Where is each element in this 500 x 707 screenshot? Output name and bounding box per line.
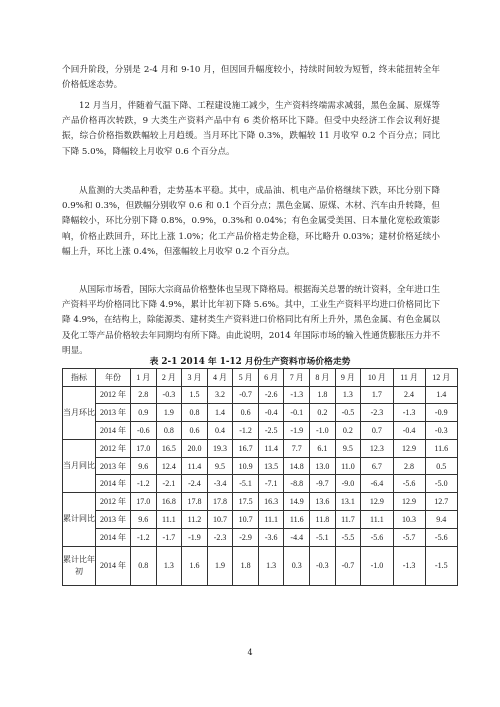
- header-cell: 年份: [96, 369, 131, 387]
- year-cell: 2014 年: [96, 528, 131, 546]
- value-cell: 10.7: [207, 511, 233, 529]
- value-cell: 1.3: [335, 386, 361, 404]
- header-cell: 12 月: [425, 369, 458, 387]
- value-cell: 0.8: [131, 546, 157, 585]
- value-cell: -2.6: [258, 386, 284, 404]
- indicator-label-cell: 当月同比: [63, 439, 96, 492]
- header-cell: 2 月: [156, 369, 182, 387]
- year-cell: 2013 年: [96, 404, 131, 422]
- value-cell: 16.3: [258, 493, 284, 511]
- value-cell: 20.0: [182, 439, 208, 457]
- header-cell: 7 月: [284, 369, 310, 387]
- value-cell: 13.5: [258, 457, 284, 475]
- value-cell: 3.2: [207, 386, 233, 404]
- value-cell: 11.8: [310, 511, 336, 529]
- value-cell: -0.7: [233, 386, 259, 404]
- value-cell: 11.1: [361, 511, 393, 529]
- value-cell: -1.2: [131, 475, 157, 493]
- value-cell: 11.6: [425, 439, 458, 457]
- value-cell: 0.3: [284, 546, 310, 585]
- header-cell: 1 月: [131, 369, 157, 387]
- value-cell: 0.9: [131, 404, 157, 422]
- value-cell: 0.6: [233, 404, 259, 422]
- value-cell: -9.0: [335, 475, 361, 493]
- value-cell: -0.6: [131, 422, 157, 440]
- year-cell: 2012 年: [96, 386, 131, 404]
- value-cell: -2.9: [233, 528, 259, 546]
- value-cell: -5.6: [393, 475, 425, 493]
- value-cell: -5.6: [425, 528, 458, 546]
- year-cell: 2013 年: [96, 511, 131, 529]
- value-cell: -0.3: [310, 546, 336, 585]
- header-cell: 指标: [63, 369, 96, 387]
- value-cell: -2.5: [258, 422, 284, 440]
- value-cell: 11.1: [156, 511, 182, 529]
- table-body: [63, 386, 458, 585]
- year-cell: 2012 年: [96, 439, 131, 457]
- value-cell: -0.1: [284, 404, 310, 422]
- value-cell: 0.4: [207, 422, 233, 440]
- value-cell: 11.2: [182, 511, 208, 529]
- value-cell: 12.7: [425, 493, 458, 511]
- value-cell: -9.7: [310, 475, 336, 493]
- price-trend-table: [62, 368, 458, 586]
- table-row: [63, 386, 458, 404]
- value-cell: -0.3: [156, 386, 182, 404]
- paragraph-december: 12 月当月，伴随着气温下降、工程建设施工减少，生产资料终端需求减弱，黑色金属、原煤等产品价格再次转跌，9 大类生产资料产品中有 6 类价格环比下降。但受中央经济工作会议利好提振，综合价格指数跌幅较上月趋缓。当月环比下降 0.3%，跌幅较 11 月收窄 0.2 个百分点；同比下降 5.0%，降幅较上月收窄 0.6 个百分点。: [62, 101, 440, 157]
- table-row: [63, 404, 458, 422]
- value-cell: 17.5: [233, 493, 259, 511]
- table-row: [63, 511, 458, 529]
- value-cell: 11.0: [335, 457, 361, 475]
- table-row: [63, 439, 458, 457]
- value-cell: 0.2: [335, 422, 361, 440]
- value-cell: -2.3: [207, 528, 233, 546]
- value-cell: 2.8: [393, 457, 425, 475]
- value-cell: 1.3: [156, 546, 182, 585]
- year-cell: 2014 年: [96, 422, 131, 440]
- page-number: 4: [247, 648, 253, 657]
- value-cell: -1.7: [156, 528, 182, 546]
- value-cell: -8.8: [284, 475, 310, 493]
- value-cell: 11.7: [335, 511, 361, 529]
- value-cell: -5.6: [361, 528, 393, 546]
- table-header-row: [63, 369, 458, 387]
- value-cell: 6.1: [310, 439, 336, 457]
- value-cell: 13.1: [335, 493, 361, 511]
- value-cell: 1.9: [207, 546, 233, 585]
- value-cell: 19.3: [207, 439, 233, 457]
- indicator-label-cell: 当月环比: [63, 386, 96, 439]
- paragraph-international: 从国际市场看，国际大宗商品价格整体也呈现下降格局。根据海关总署的统计资料，全年进口生产资料平均价格同比下降 4.9%，累计比年初下降 5.6%。其中，工业生产资料平均进口价格同比下降 4.9%，在结构上，除能源类、建材类生产资料进口价格同比有所上升外，黑色金属、有色金属以及化工等产品价格较去年同期均有所下降。由此说明，2014 年国际市场的输入性通货膨胀压力并不明显。: [62, 285, 440, 356]
- value-cell: 1.5: [182, 386, 208, 404]
- value-cell: -1.3: [284, 386, 310, 404]
- indicator-label-cell: 累计同比: [63, 493, 96, 546]
- value-cell: 16.5: [156, 439, 182, 457]
- value-cell: -1.9: [284, 422, 310, 440]
- value-cell: -4.4: [284, 528, 310, 546]
- value-cell: 12.3: [361, 439, 393, 457]
- value-cell: 0.5: [425, 457, 458, 475]
- value-cell: -2.1: [156, 475, 182, 493]
- value-cell: 10.7: [233, 511, 259, 529]
- value-cell: 11.4: [258, 439, 284, 457]
- value-cell: 1.8: [310, 386, 336, 404]
- value-cell: 0.8: [182, 404, 208, 422]
- value-cell: 13.0: [310, 457, 336, 475]
- value-cell: 12.4: [156, 457, 182, 475]
- value-cell: -1.3: [393, 546, 425, 585]
- indicator-label-cell: 累计比年初: [63, 546, 96, 585]
- value-cell: 7.7: [284, 439, 310, 457]
- value-cell: 14.8: [284, 457, 310, 475]
- year-cell: 2014 年: [96, 475, 131, 493]
- value-cell: 14.9: [284, 493, 310, 511]
- header-cell: 4 月: [207, 369, 233, 387]
- value-cell: 11.6: [284, 511, 310, 529]
- table-row: [63, 493, 458, 511]
- header-cell: 8 月: [310, 369, 336, 387]
- value-cell: 1.6: [182, 546, 208, 585]
- year-cell: 2012 年: [96, 493, 131, 511]
- value-cell: 0.8: [156, 422, 182, 440]
- value-cell: -5.7: [393, 528, 425, 546]
- header-cell: 11 月: [393, 369, 425, 387]
- value-cell: 9.6: [131, 457, 157, 475]
- value-cell: -1.2: [233, 422, 259, 440]
- year-cell: 2013 年: [96, 457, 131, 475]
- table-row: [63, 457, 458, 475]
- value-cell: 0.6: [182, 422, 208, 440]
- value-cell: 2.4: [393, 386, 425, 404]
- value-cell: -1.0: [361, 546, 393, 585]
- value-cell: 1.4: [207, 404, 233, 422]
- value-cell: 1.9: [156, 404, 182, 422]
- value-cell: 12.9: [361, 493, 393, 511]
- value-cell: 12.9: [393, 439, 425, 457]
- value-cell: -0.3: [425, 422, 458, 440]
- value-cell: -2.3: [361, 404, 393, 422]
- value-cell: -0.7: [335, 546, 361, 585]
- header-cell: 9 月: [335, 369, 361, 387]
- value-cell: -1.2: [131, 528, 157, 546]
- paragraph-continuation: 个回升阶段，分别是 2-4 月和 9-10 月，但因回升幅度较小，持续时间较为短暂，终未能扭转全年价格低迷态势。: [62, 65, 440, 91]
- value-cell: 0.7: [361, 422, 393, 440]
- value-cell: 9.6: [131, 511, 157, 529]
- value-cell: 10.9: [233, 457, 259, 475]
- value-cell: -1.3: [393, 404, 425, 422]
- value-cell: -5.1: [310, 528, 336, 546]
- value-cell: -0.4: [258, 404, 284, 422]
- value-cell: -0.5: [335, 404, 361, 422]
- year-cell: 2014 年: [96, 546, 131, 585]
- value-cell: 1.3: [258, 546, 284, 585]
- value-cell: 9.5: [335, 439, 361, 457]
- value-cell: -1.5: [425, 546, 458, 585]
- value-cell: 10.3: [393, 511, 425, 529]
- header-cell: 10 月: [361, 369, 393, 387]
- value-cell: -1.9: [182, 528, 208, 546]
- value-cell: 1.8: [233, 546, 259, 585]
- table-row: [63, 422, 458, 440]
- value-cell: 1.7: [361, 386, 393, 404]
- value-cell: 16.7: [233, 439, 259, 457]
- value-cell: 1.4: [425, 386, 458, 404]
- value-cell: 13.6: [310, 493, 336, 511]
- value-cell: 12.9: [393, 493, 425, 511]
- value-cell: -1.0: [310, 422, 336, 440]
- table-row: [63, 528, 458, 546]
- value-cell: 11.4: [182, 457, 208, 475]
- header-cell: 6 月: [258, 369, 284, 387]
- value-cell: -3.6: [258, 528, 284, 546]
- value-cell: 9.4: [425, 511, 458, 529]
- value-cell: -0.9: [425, 404, 458, 422]
- value-cell: -5.5: [335, 528, 361, 546]
- value-cell: 9.5: [207, 457, 233, 475]
- value-cell: 0.2: [310, 404, 336, 422]
- value-cell: -3.4: [207, 475, 233, 493]
- value-cell: -5.1: [233, 475, 259, 493]
- value-cell: 17.0: [131, 493, 157, 511]
- value-cell: 6.7: [361, 457, 393, 475]
- value-cell: 11.1: [258, 511, 284, 529]
- value-cell: 17.8: [207, 493, 233, 511]
- value-cell: 17.8: [182, 493, 208, 511]
- table-caption: 表 2-1 2014 年 1-12 月份生产资料市场价格走势: [149, 357, 351, 367]
- value-cell: -6.4: [361, 475, 393, 493]
- header-cell: 5 月: [233, 369, 259, 387]
- header-cell: 3 月: [182, 369, 208, 387]
- table-row: [63, 475, 458, 493]
- value-cell: -0.4: [393, 422, 425, 440]
- paragraph-categories: 从监测的大类品种看，走势基本平稳。其中，成品油、机电产品价格继续下跌，环比分别下降 0.9%和 0.3%，但跌幅分别收窄 0.6 和 0.1 个百分点；黑色金属、原煤、木材、汽车由升转降，但降幅较小，环比分别下降 0.8%，0.9%，0.3%和 0.04%；有色金属受美国、日本量化宽松政策影响，价格止跌回升，环比上涨 1.0%；化工产品价格走势企稳，环比略升 0.03%；建材价格延续小幅上升，环比上涨 0.4%，但涨幅较上月收窄 0.2 个百分点。: [62, 186, 440, 257]
- value-cell: 17.0: [131, 439, 157, 457]
- value-cell: -2.4: [182, 475, 208, 493]
- table-row: [63, 546, 458, 585]
- value-cell: 2.8: [131, 386, 157, 404]
- value-cell: 16.8: [156, 493, 182, 511]
- value-cell: -7.1: [258, 475, 284, 493]
- value-cell: -5.0: [425, 475, 458, 493]
